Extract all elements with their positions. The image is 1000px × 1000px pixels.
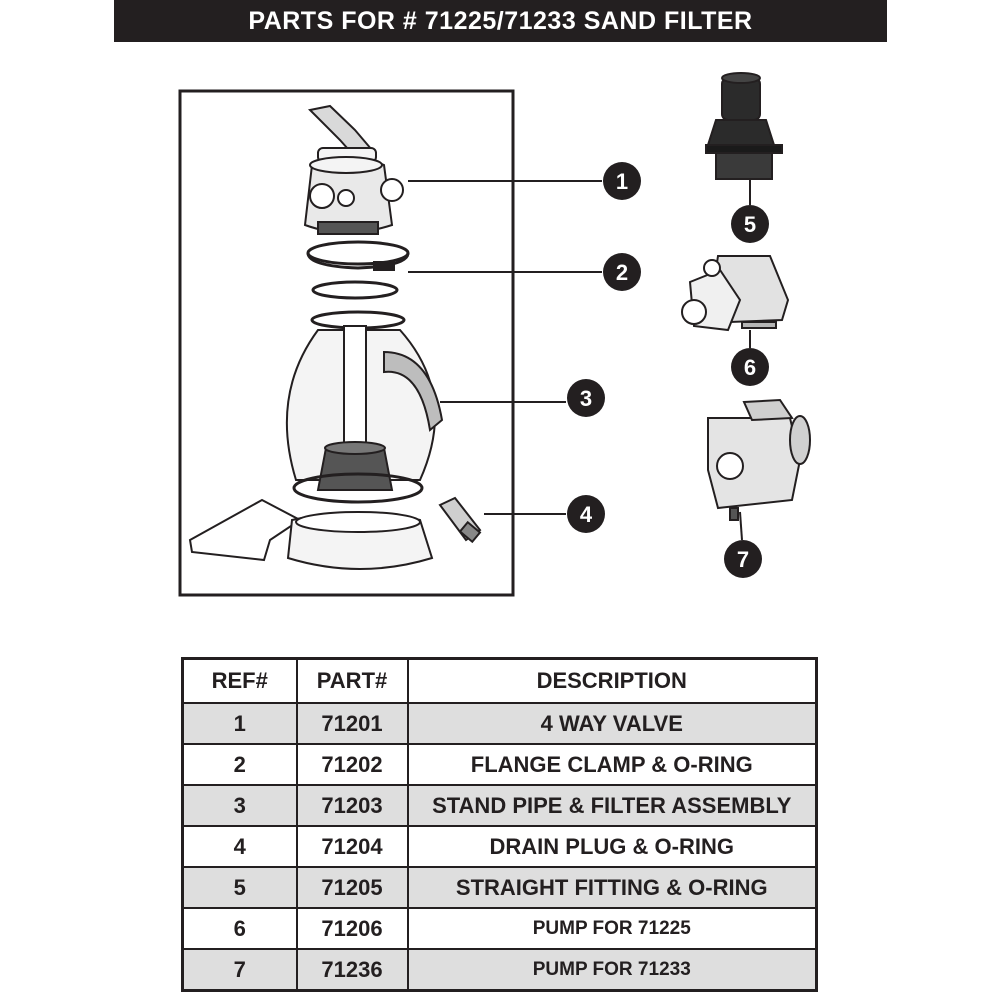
cell-part: 71236 [297,949,408,991]
fitting-illustration [706,73,782,179]
callout-2 [603,253,641,291]
cell-ref: 2 [183,744,297,785]
cell-part: 71201 [297,703,408,744]
callout-3 [567,379,605,417]
cell-part: 71203 [297,785,408,826]
cell-description: 4 WAY VALVE [408,703,817,744]
drain-plug-illustration [440,498,480,542]
callout-4 [567,495,605,533]
cell-description: PUMP FOR 71233 [408,949,817,991]
table-row [183,908,817,949]
callout-6 [731,348,769,386]
cell-part: 71205 [297,867,408,908]
table-header-row [183,659,817,704]
pump-71233-illustration [708,400,810,520]
svg-text:6: 6 [743,355,757,380]
valve-illustration [305,106,403,234]
svg-text:2: 2 [615,260,629,285]
table-row [183,949,817,991]
pump-71225-illustration [682,256,788,330]
cell-description: STRAIGHT FITTING & O-RING [408,867,817,908]
leader-lines [408,180,750,540]
cell-ref: 4 [183,826,297,867]
cell-part: 71206 [297,908,408,949]
cell-description: FLANGE CLAMP & O-RING [408,744,817,785]
svg-text:4: 4 [579,502,593,527]
svg-text:5: 5 [743,212,757,237]
svg-text:1: 1 [615,169,629,194]
callout-7 [724,540,762,578]
header-part: PART# [297,659,408,704]
cell-ref: 7 [183,949,297,991]
cell-description: STAND PIPE & FILTER ASSEMBLY [408,785,817,826]
callout-5 [731,205,769,243]
cell-ref: 5 [183,867,297,908]
svg-text:7: 7 [736,547,750,572]
table-row [183,703,817,744]
tank-illustration [287,312,442,502]
cell-description: PUMP FOR 71225 [408,908,817,949]
base-illustration [190,500,432,569]
cell-ref: 6 [183,908,297,949]
page-title: PARTS FOR # 71225/71233 SAND FILTER [114,0,887,42]
clamp-illustration [308,242,408,298]
cell-part: 71204 [297,826,408,867]
callout-1 [603,162,641,200]
table-row [183,744,817,785]
cell-ref: 1 [183,703,297,744]
header-description: DESCRIPTION [408,659,817,704]
table-row [183,867,817,908]
cell-description: DRAIN PLUG & O-RING [408,826,817,867]
table-row [183,785,817,826]
svg-text:3: 3 [579,386,593,411]
cell-ref: 3 [183,785,297,826]
parts-table [181,657,818,992]
header-ref: REF# [183,659,297,704]
table-row [183,826,817,867]
cell-part: 71202 [297,744,408,785]
